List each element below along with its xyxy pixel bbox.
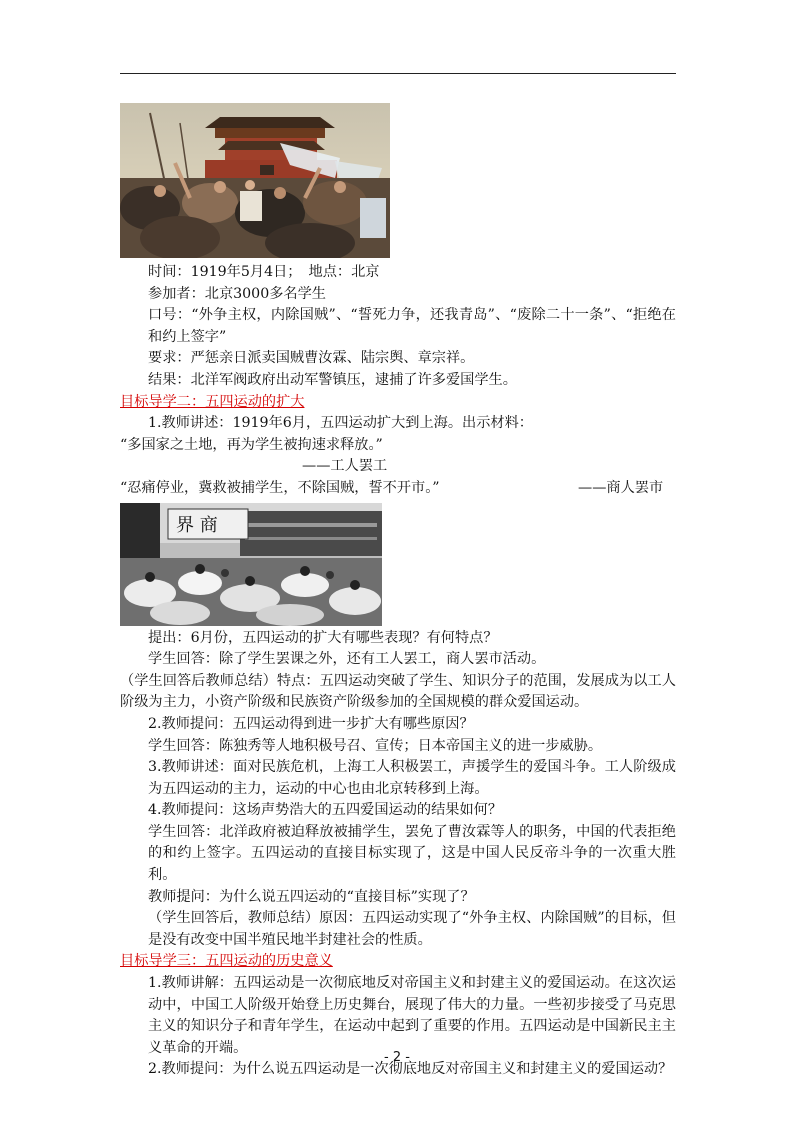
section-2-paragraph-5: 教师提问：为什么说五四运动的“直接目标”实现了？ — [148, 888, 475, 905]
participants-line: 参加者：北京3000多名学生 — [148, 285, 326, 302]
section-2-paragraph-1: 1.教师讲述：1919年6月，五四运动扩大到上海。出示材料： — [148, 415, 533, 432]
result-line: 结果：北洋军阀政府出动军警镇压，逮捕了许多爱国学生。 — [148, 371, 517, 388]
quote-merchants: “忍痛停业，冀救被捕学生，不除国贼，誓不开市。” — [120, 479, 440, 496]
summary-1: （学生回答后教师总结）特点：五四运动突破了学生、知识分子的范围，发展成为以工人阶级为主力，小资产阶级和民族资产阶级参加的全国规模的群众爱国运动。 — [120, 672, 676, 711]
section-3-heading: 目标导学三：五四运动的历史意义 — [120, 953, 333, 970]
quote-merchants-source: ——商人罢市 — [578, 479, 664, 496]
demands-line: 要求：严惩亲日派卖国贼曹汝霖、陆宗舆、章宗祥。 — [148, 350, 475, 367]
quote-merchants-line — [120, 478, 676, 500]
section-2-heading: 目标导学二：五四运动的扩大 — [120, 393, 305, 410]
slogans-line: 口号：“外争主权，内除国贼”、“誓死力争，还我青岛”、“废除二十一条”、“拒绝在和约上签字” — [148, 307, 676, 345]
may-fourth-painting — [120, 103, 390, 258]
section-3-paragraph-2: 2.教师提问：为什么说五四运动是一次彻底地反对帝国主义和封建主义的爱国运动？ — [148, 1061, 673, 1078]
section-3-paragraph-1: 1.教师讲解：五四运动是一次彻底地反对帝国主义和封建主义的爱国运动。在这次运动中，中国工人阶级开始登上历史舞台，展现了伟大的力量。一些初步接受了马克思主义的知识分子和青年学生，在运动中起到了重要的作用。五四运动是中国新民主主义革命的开端。 — [148, 975, 676, 1056]
summary-2: （学生回答后，教师总结）原因：五四运动实现了“外争主权、内除国贼”的目标，但是没有改变中国半殖民地半封建社会的性质。 — [148, 910, 676, 948]
answer-2: 学生回答：陈独秀等人地积极号召、宣传；日本帝国主义的进一步威胁。 — [148, 737, 603, 754]
section-2-paragraph-4: 4.教师提问：这场声势浩大的五四爱国运动的结果如何？ — [148, 802, 503, 819]
banner-text: 界 商 — [176, 514, 218, 536]
answer-4: 学生回答：北洋政府被迫释放被捕学生，罢免了曹汝霖等人的职务，中国的代表拒绝的和约上签字。五四运动的直接目标实现了，这是中国人民反帝斗争的一次重大胜利。 — [148, 823, 676, 884]
quote-workers: “多国家之土地，再为学生被拘速求释放。” — [120, 436, 383, 453]
question-1: 提出：6月份，五四运动的扩大有哪些表现？有何特点？ — [148, 629, 498, 646]
answer-1: 学生回答：除了学生罢课之外，还有工人罢工，商人罢市活动。 — [148, 651, 546, 668]
section-2-paragraph-2: 2.教师提问：五四运动得到进一步扩大有哪些原因？ — [148, 715, 474, 732]
quote-workers-source: ——工人罢工 — [302, 458, 388, 475]
section-2-paragraph-3: 3.教师讲述：面对民族危机，上海工人积极罢工，声援学生的爱国斗争。工人阶级成为五四运动的主力，运动的中心也由北京转移到上海。 — [148, 759, 676, 797]
time-place-line: 时间：1919年5月4日； 地点：北京 — [148, 264, 380, 280]
page-content — [120, 100, 676, 1081]
header-rule — [120, 73, 676, 74]
page-number: - 2 - — [384, 1050, 410, 1065]
shanghai-strike-photo — [120, 503, 382, 626]
